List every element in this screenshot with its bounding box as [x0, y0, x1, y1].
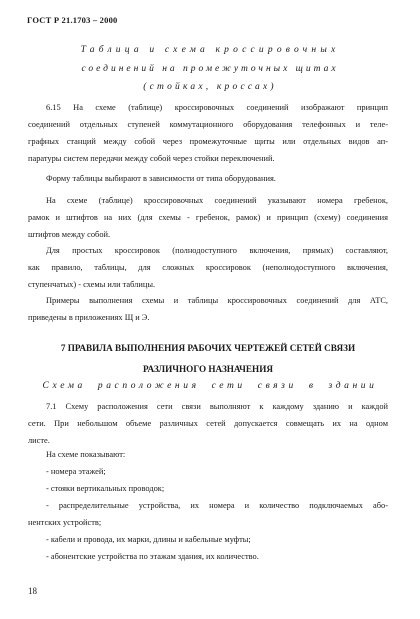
section-title-line-2: РАЗЛИЧНОГО НАЗНАЧЕНИЯ — [143, 364, 273, 374]
text-line: паратуры систем передачи между собой через стойки переключений. — [28, 154, 275, 163]
list-item: - стояки вертикальных проводок; — [46, 484, 165, 493]
paragraph-6-15 — [28, 99, 388, 167]
paragraph-form — [28, 170, 388, 187]
text-line: Примеры выполнения схемы и таблицы кроссировочных соединений для АТС, — [46, 296, 388, 305]
text-line: Форму таблицы выбирают в зависимости от типа оборудования. — [46, 174, 276, 183]
subheading-line-1: Таблица и схема кроссировочных — [80, 45, 340, 55]
text-line: сети. При небольшом объеме различных сетей допускается совмещать их на одном — [28, 419, 388, 428]
section-title-line-1: 7 ПРАВИЛА ВЫПОЛНЕНИЯ РАБОЧИХ ЧЕРТЕЖЕЙ СЕТЕЙ СВЯЗИ — [60, 343, 356, 353]
text-line: штифтов между собой. — [28, 230, 111, 239]
text-line: Для простых кроссировок (полнодоступного включения, прямых) составляют, — [46, 246, 388, 255]
list-item: - номера этажей; — [46, 467, 106, 476]
text-line: ступенчатых) - схемы или таблицы. — [28, 280, 156, 289]
list-item: - кабели и провода, их марки, длины и кабельные муфты; — [46, 535, 251, 544]
text-line: 7.1 Схему расположения сети связи выполняют к каждому зданию и каждой — [46, 402, 388, 411]
subheading-line-2: соединений на промежуточных щитах — [81, 64, 339, 74]
paragraph-examples — [28, 292, 388, 326]
paragraph-7-1 — [28, 398, 388, 449]
text-line: листе. — [28, 436, 50, 445]
paragraph-simple — [28, 242, 388, 293]
text-line: На схеме (таблице) кроссировочных соединений указывают номера гребенок, — [46, 196, 388, 205]
page-number: 18 — [28, 586, 37, 596]
section-subheading: Схема расположения сети связи в здании — [42, 381, 378, 391]
text-line: рамок и штифтов на них (для схемы - гребенок, рамок) и принцип (схему) соединения — [28, 213, 388, 222]
bullet-list — [28, 463, 388, 565]
paragraph-scheme — [28, 192, 388, 243]
subheading-line-3: (стойках, кроссах) — [143, 82, 277, 92]
list-intro — [28, 446, 388, 463]
list-item: - распределительные устройства, их номера и количество подключаемых або- — [46, 501, 388, 510]
list-item: нентских устройств; — [28, 518, 102, 527]
text-line: графных станций между собой через промежуточные щиты или отдельных видов ап- — [28, 137, 388, 146]
text-line: 6.15 На схеме (таблице) кроссировочных соединений изображают принцип — [46, 103, 388, 112]
document-header: ГОСТ Р 21.1703 – 2000 — [27, 15, 118, 25]
text-line: приведены в приложениях Щ и Э. — [28, 313, 150, 322]
text-line: соединений отдельных ступеней коммутационного оборудования телефонных и теле- — [28, 120, 388, 129]
list-item: - абонентские устройства по этажам здания, их количество. — [46, 552, 259, 561]
text-line: На схеме показывают: — [46, 450, 126, 459]
text-line: как правило, таблицы, для сложных кроссировок (неполнодоступного включения, — [28, 263, 388, 272]
